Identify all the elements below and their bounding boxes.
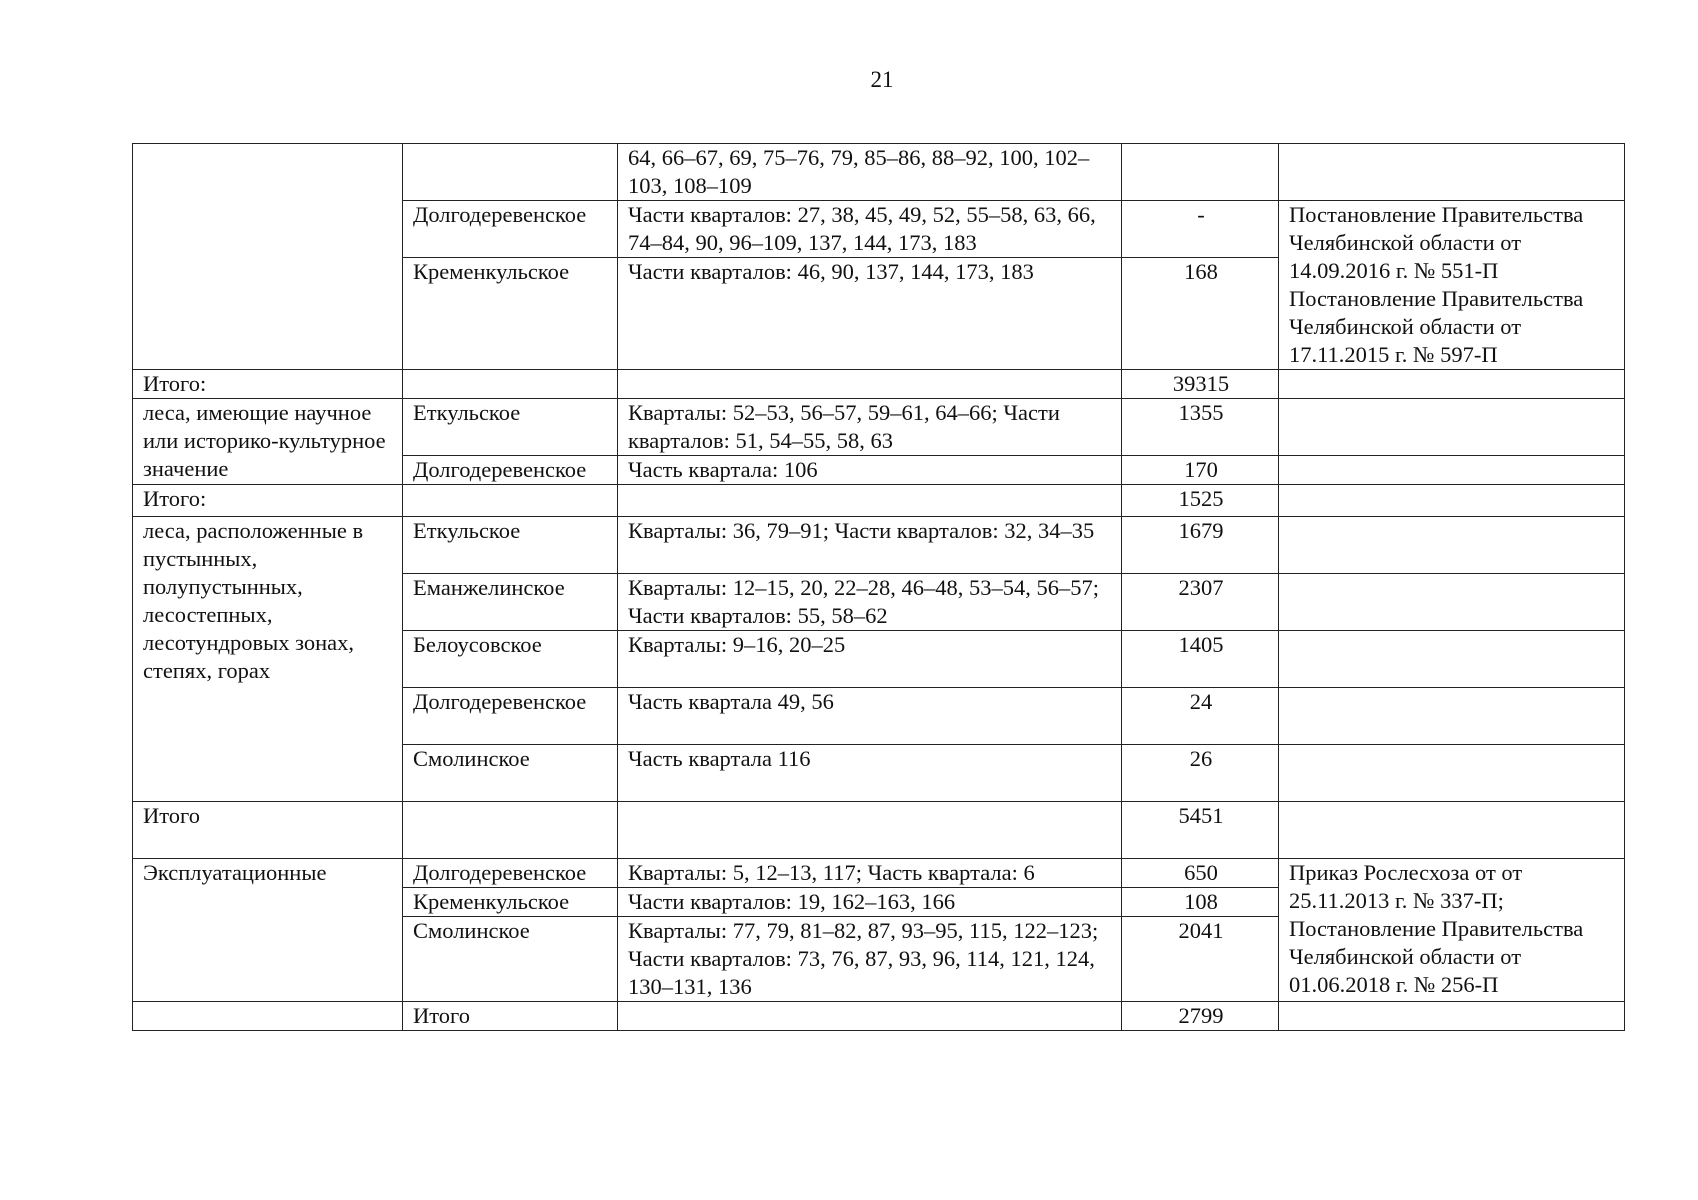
- district-cell: Долгодеревенское: [403, 201, 618, 258]
- basis-cell: Постановление Правительства Челябинской области от 14.09.2016 г. № 551-П Постановление Правительства Челябинской области от 17.11.2015 г. № 597-П: [1279, 201, 1625, 370]
- total-value: 1525: [1122, 485, 1279, 517]
- area-cell: 168: [1122, 258, 1279, 370]
- quarters-cell: Кварталы: 9–16, 20–25: [618, 631, 1122, 688]
- district-cell: Долгодеревенское: [403, 859, 618, 888]
- district-cell: Долгодеревенское: [403, 688, 618, 745]
- table-row: [133, 144, 1625, 201]
- quarters-cell: Кварталы: 5, 12–13, 117; Часть квартала: 6: [618, 859, 1122, 888]
- district-cell: [403, 144, 618, 201]
- table-row: [133, 399, 1625, 456]
- district-cell: Кременкульское: [403, 888, 618, 917]
- district-cell: Долгодеревенское: [403, 456, 618, 485]
- area-cell: 1355: [1122, 399, 1279, 456]
- total-value: 5451: [1122, 802, 1279, 859]
- quarters-cell: 64, 66–67, 69, 75–76, 79, 85–86, 88–92, 100, 102–103, 108–109: [618, 144, 1122, 201]
- district-cell: Смолинское: [403, 917, 618, 1002]
- forest-table: [132, 143, 1625, 1031]
- total-row: [133, 1002, 1625, 1031]
- total-row: [133, 370, 1625, 399]
- quarters-cell: Часть квартала 116: [618, 745, 1122, 802]
- category-cell: Эксплуатационные: [133, 859, 403, 1002]
- district-cell: Кременкульское: [403, 258, 618, 370]
- category-cell: леса, расположенные в пустынных, полупустынных, лесостепных, лесотундровых зонах, степях, горах: [133, 517, 403, 802]
- total-row: [133, 802, 1625, 859]
- page-number: 21: [870, 67, 894, 92]
- basis-cell: Приказ Рослесхоза от от 25.11.2013 г. № 337-П; Постановление Правительства Челябинской области от 01.06.2018 г. № 256-П: [1279, 859, 1625, 1002]
- area-cell: 2041: [1122, 917, 1279, 1002]
- category-cell: леса, имеющие научное или историко-культурное значение: [133, 399, 403, 485]
- area-cell: 170: [1122, 456, 1279, 485]
- district-cell: Белоусовское: [403, 631, 618, 688]
- quarters-cell: Части кварталов: 27, 38, 45, 49, 52, 55–58, 63, 66, 74–84, 90, 96–109, 137, 144, 173, 183: [618, 201, 1122, 258]
- area-cell: [1122, 144, 1279, 201]
- area-cell: 108: [1122, 888, 1279, 917]
- area-cell: 2307: [1122, 574, 1279, 631]
- area-cell: 1679: [1122, 517, 1279, 574]
- district-cell: Еткульское: [403, 399, 618, 456]
- district-cell: Смолинское: [403, 745, 618, 802]
- quarters-cell: Кварталы: 52–53, 56–57, 59–61, 64–66; Части кварталов: 51, 54–55, 58, 63: [618, 399, 1122, 456]
- area-cell: 26: [1122, 745, 1279, 802]
- table-row: [133, 517, 1625, 574]
- table-row: [133, 859, 1625, 888]
- quarters-cell: Кварталы: 77, 79, 81–82, 87, 93–95, 115, 122–123; Части кварталов: 73, 76, 87, 93, 96, 114, 121, 124, 130–131, 136: [618, 917, 1122, 1002]
- basis-cell: [1279, 144, 1625, 201]
- quarters-cell: Кварталы: 12–15, 20, 22–28, 46–48, 53–54, 56–57; Части кварталов: 55, 58–62: [618, 574, 1122, 631]
- total-label: Итого:: [133, 485, 403, 517]
- quarters-cell: Кварталы: 36, 79–91; Части кварталов: 32, 34–35: [618, 517, 1122, 574]
- quarters-cell: Часть квартала: 106: [618, 456, 1122, 485]
- district-cell: Еманжелинское: [403, 574, 618, 631]
- quarters-cell: Части кварталов: 46, 90, 137, 144, 173, 183: [618, 258, 1122, 370]
- total-value: 2799: [1122, 1002, 1279, 1031]
- area-cell: 650: [1122, 859, 1279, 888]
- area-cell: 24: [1122, 688, 1279, 745]
- total-label: Итого: [133, 802, 403, 859]
- total-label: Итого:: [133, 370, 403, 399]
- district-cell: Еткульское: [403, 517, 618, 574]
- total-value: 39315: [1122, 370, 1279, 399]
- category-cell: [133, 144, 403, 370]
- total-label: Итого: [403, 1002, 618, 1031]
- quarters-cell: Часть квартала 49, 56: [618, 688, 1122, 745]
- total-row: [133, 485, 1625, 517]
- area-cell: -: [1122, 201, 1279, 258]
- area-cell: 1405: [1122, 631, 1279, 688]
- quarters-cell: Части кварталов: 19, 162–163, 166: [618, 888, 1122, 917]
